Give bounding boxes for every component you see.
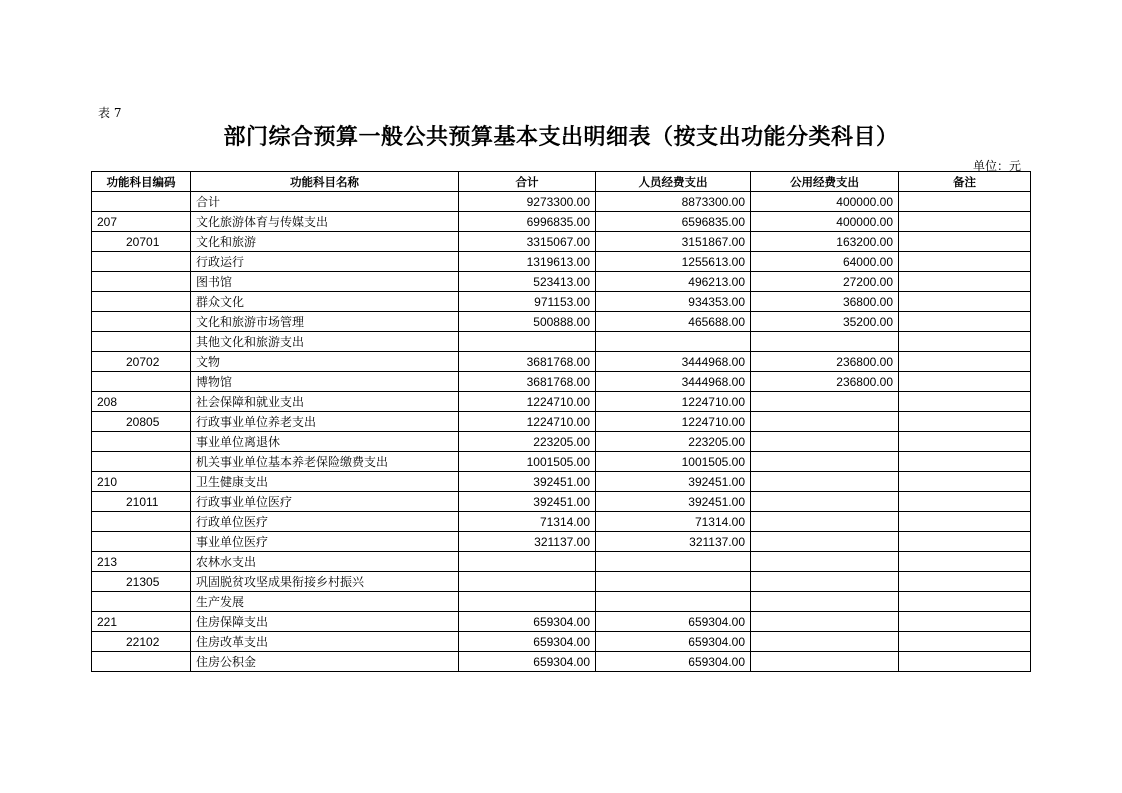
header-name: 功能科目名称 — [191, 172, 459, 192]
row-code-cell — [92, 372, 191, 392]
row-public-cell: 236800.00 — [751, 352, 899, 372]
row-personnel-cell: 392451.00 — [596, 492, 751, 512]
row-code-cell — [92, 652, 191, 672]
table-header-row — [92, 172, 1031, 192]
row-code-cell: 21011 — [92, 492, 191, 512]
row-note-cell — [899, 272, 1031, 292]
row-total-cell: 321137.00 — [459, 532, 596, 552]
row-personnel-cell — [596, 592, 751, 612]
row-total-cell: 3681768.00 — [459, 352, 596, 372]
row-note-cell — [899, 472, 1031, 492]
row-total-cell: 500888.00 — [459, 312, 596, 332]
row-personnel-cell: 71314.00 — [596, 512, 751, 532]
row-name-cell: 住房公积金 — [191, 652, 459, 672]
row-note-cell — [899, 452, 1031, 472]
row-personnel-cell: 1224710.00 — [596, 412, 751, 432]
table-row — [92, 412, 1031, 432]
row-total-cell: 659304.00 — [459, 652, 596, 672]
row-name-cell: 事业单位医疗 — [191, 532, 459, 552]
row-name-cell: 博物馆 — [191, 372, 459, 392]
header-total: 合计 — [459, 172, 596, 192]
header-note: 备注 — [899, 172, 1031, 192]
row-code-cell — [92, 252, 191, 272]
row-personnel-cell: 1001505.00 — [596, 452, 751, 472]
row-total-cell: 71314.00 — [459, 512, 596, 532]
row-name-cell: 住房改革支出 — [191, 632, 459, 652]
row-note-cell — [899, 552, 1031, 572]
table-row — [92, 292, 1031, 312]
row-note-cell — [899, 592, 1031, 612]
row-public-cell — [751, 492, 899, 512]
row-code-cell: 20702 — [92, 352, 191, 372]
row-personnel-cell: 659304.00 — [596, 652, 751, 672]
table-row — [92, 472, 1031, 492]
row-public-cell — [751, 652, 899, 672]
row-public-cell: 64000.00 — [751, 252, 899, 272]
row-name-cell: 文化和旅游市场管理 — [191, 312, 459, 332]
row-code-cell: 20701 — [92, 232, 191, 252]
row-personnel-cell: 3444968.00 — [596, 352, 751, 372]
row-code-cell — [92, 192, 191, 212]
row-name-cell: 住房保障支出 — [191, 612, 459, 632]
table-row — [92, 392, 1031, 412]
row-public-cell: 400000.00 — [751, 212, 899, 232]
row-total-cell: 1319613.00 — [459, 252, 596, 272]
table-row — [92, 612, 1031, 632]
row-personnel-cell — [596, 572, 751, 592]
table-row — [92, 492, 1031, 512]
page-title: 部门综合预算一般公共预算基本支出明细表（按支出功能分类科目） — [223, 124, 899, 150]
row-personnel-cell: 321137.00 — [596, 532, 751, 552]
header-public: 公用经费支出 — [751, 172, 899, 192]
row-code-cell — [92, 532, 191, 552]
table-row — [92, 512, 1031, 532]
row-code-cell: 22102 — [92, 632, 191, 652]
row-public-cell: 400000.00 — [751, 192, 899, 212]
row-public-cell — [751, 572, 899, 592]
row-public-cell — [751, 532, 899, 552]
row-public-cell — [751, 332, 899, 352]
row-name-cell: 文化旅游体育与传媒支出 — [191, 212, 459, 232]
row-note-cell — [899, 412, 1031, 432]
row-note-cell — [899, 532, 1031, 552]
row-name-cell: 巩固脱贫攻坚成果衔接乡村振兴 — [191, 572, 459, 592]
row-personnel-cell: 392451.00 — [596, 472, 751, 492]
table-row — [92, 252, 1031, 272]
header-personnel: 人员经费支出 — [596, 172, 751, 192]
row-name-cell: 文物 — [191, 352, 459, 372]
row-code-cell: 207 — [92, 212, 191, 232]
table-row — [92, 532, 1031, 552]
row-total-cell: 6996835.00 — [459, 212, 596, 232]
row-total-cell: 1224710.00 — [459, 412, 596, 432]
row-code-cell — [92, 592, 191, 612]
row-public-cell: 27200.00 — [751, 272, 899, 292]
row-name-cell: 群众文化 — [191, 292, 459, 312]
row-note-cell — [899, 292, 1031, 312]
table-row — [92, 352, 1031, 372]
row-personnel-cell: 934353.00 — [596, 292, 751, 312]
row-note-cell — [899, 492, 1031, 512]
row-note-cell — [899, 432, 1031, 452]
row-note-cell — [899, 332, 1031, 352]
row-personnel-cell: 3151867.00 — [596, 232, 751, 252]
row-total-cell — [459, 552, 596, 572]
row-name-cell: 合计 — [191, 192, 459, 212]
row-name-cell: 行政事业单位养老支出 — [191, 412, 459, 432]
row-personnel-cell: 8873300.00 — [596, 192, 751, 212]
row-public-cell — [751, 632, 899, 652]
row-note-cell — [899, 192, 1031, 212]
row-personnel-cell: 6596835.00 — [596, 212, 751, 232]
row-total-cell — [459, 572, 596, 592]
row-name-cell: 机关事业单位基本养老保险缴费支出 — [191, 452, 459, 472]
row-note-cell — [899, 632, 1031, 652]
row-public-cell — [751, 612, 899, 632]
row-code-cell: 21305 — [92, 572, 191, 592]
row-note-cell — [899, 572, 1031, 592]
row-name-cell: 行政运行 — [191, 252, 459, 272]
row-note-cell — [899, 352, 1031, 372]
row-code-cell — [92, 292, 191, 312]
row-total-cell: 659304.00 — [459, 632, 596, 652]
row-public-cell — [751, 412, 899, 432]
row-public-cell — [751, 512, 899, 532]
table-row — [92, 192, 1031, 212]
row-personnel-cell: 223205.00 — [596, 432, 751, 452]
row-total-cell: 392451.00 — [459, 492, 596, 512]
row-code-cell — [92, 332, 191, 352]
row-public-cell — [751, 432, 899, 452]
table-row — [92, 632, 1031, 652]
row-name-cell: 行政事业单位医疗 — [191, 492, 459, 512]
row-name-cell: 生产发展 — [191, 592, 459, 612]
row-code-cell: 208 — [92, 392, 191, 412]
row-code-cell: 221 — [92, 612, 191, 632]
table-row — [92, 572, 1031, 592]
row-total-cell: 523413.00 — [459, 272, 596, 292]
row-personnel-cell: 659304.00 — [596, 632, 751, 652]
row-total-cell: 392451.00 — [459, 472, 596, 492]
row-code-cell: 210 — [92, 472, 191, 492]
table-row — [92, 432, 1031, 452]
row-name-cell: 其他文化和旅游支出 — [191, 332, 459, 352]
row-total-cell: 1224710.00 — [459, 392, 596, 412]
row-note-cell — [899, 392, 1031, 412]
row-personnel-cell: 1224710.00 — [596, 392, 751, 412]
row-public-cell: 35200.00 — [751, 312, 899, 332]
row-personnel-cell — [596, 552, 751, 572]
row-personnel-cell: 1255613.00 — [596, 252, 751, 272]
row-public-cell: 36800.00 — [751, 292, 899, 312]
header-code: 功能科目编码 — [92, 172, 191, 192]
row-personnel-cell: 496213.00 — [596, 272, 751, 292]
row-name-cell: 卫生健康支出 — [191, 472, 459, 492]
row-code-cell — [92, 272, 191, 292]
row-name-cell: 农林水支出 — [191, 552, 459, 572]
row-total-cell: 3681768.00 — [459, 372, 596, 392]
row-name-cell: 文化和旅游 — [191, 232, 459, 252]
row-name-cell: 事业单位离退休 — [191, 432, 459, 452]
row-code-cell — [92, 312, 191, 332]
budget-expenditure-table — [91, 171, 1031, 672]
row-note-cell — [899, 512, 1031, 532]
row-note-cell — [899, 312, 1031, 332]
row-name-cell: 社会保障和就业支出 — [191, 392, 459, 412]
row-total-cell — [459, 592, 596, 612]
row-total-cell — [459, 332, 596, 352]
table-row — [92, 592, 1031, 612]
row-note-cell — [899, 232, 1031, 252]
table-row — [92, 372, 1031, 392]
row-public-cell — [751, 392, 899, 412]
row-personnel-cell — [596, 332, 751, 352]
table-number-label: 表 7 — [98, 106, 122, 120]
row-personnel-cell: 3444968.00 — [596, 372, 751, 392]
table-row — [92, 312, 1031, 332]
table-row — [92, 452, 1031, 472]
table-row — [92, 212, 1031, 232]
row-note-cell — [899, 212, 1031, 232]
unit-label: 单位：元 — [973, 159, 1022, 173]
row-code-cell — [92, 512, 191, 532]
row-total-cell: 971153.00 — [459, 292, 596, 312]
table-row — [92, 272, 1031, 292]
table-row — [92, 552, 1031, 572]
row-public-cell — [751, 552, 899, 572]
row-personnel-cell: 465688.00 — [596, 312, 751, 332]
row-public-cell — [751, 592, 899, 612]
table-body — [92, 192, 1031, 672]
row-note-cell — [899, 652, 1031, 672]
table-row — [92, 232, 1031, 252]
row-note-cell — [899, 252, 1031, 272]
row-total-cell: 1001505.00 — [459, 452, 596, 472]
row-code-cell: 213 — [92, 552, 191, 572]
row-total-cell: 659304.00 — [459, 612, 596, 632]
row-public-cell — [751, 452, 899, 472]
row-code-cell — [92, 432, 191, 452]
row-public-cell: 163200.00 — [751, 232, 899, 252]
row-personnel-cell: 659304.00 — [596, 612, 751, 632]
row-public-cell — [751, 472, 899, 492]
table-row — [92, 652, 1031, 672]
row-code-cell: 20805 — [92, 412, 191, 432]
row-name-cell: 图书馆 — [191, 272, 459, 292]
row-name-cell: 行政单位医疗 — [191, 512, 459, 532]
row-note-cell — [899, 612, 1031, 632]
table-row — [92, 332, 1031, 352]
row-note-cell — [899, 372, 1031, 392]
row-total-cell: 9273300.00 — [459, 192, 596, 212]
row-public-cell: 236800.00 — [751, 372, 899, 392]
row-total-cell: 3315067.00 — [459, 232, 596, 252]
row-total-cell: 223205.00 — [459, 432, 596, 452]
row-code-cell — [92, 452, 191, 472]
